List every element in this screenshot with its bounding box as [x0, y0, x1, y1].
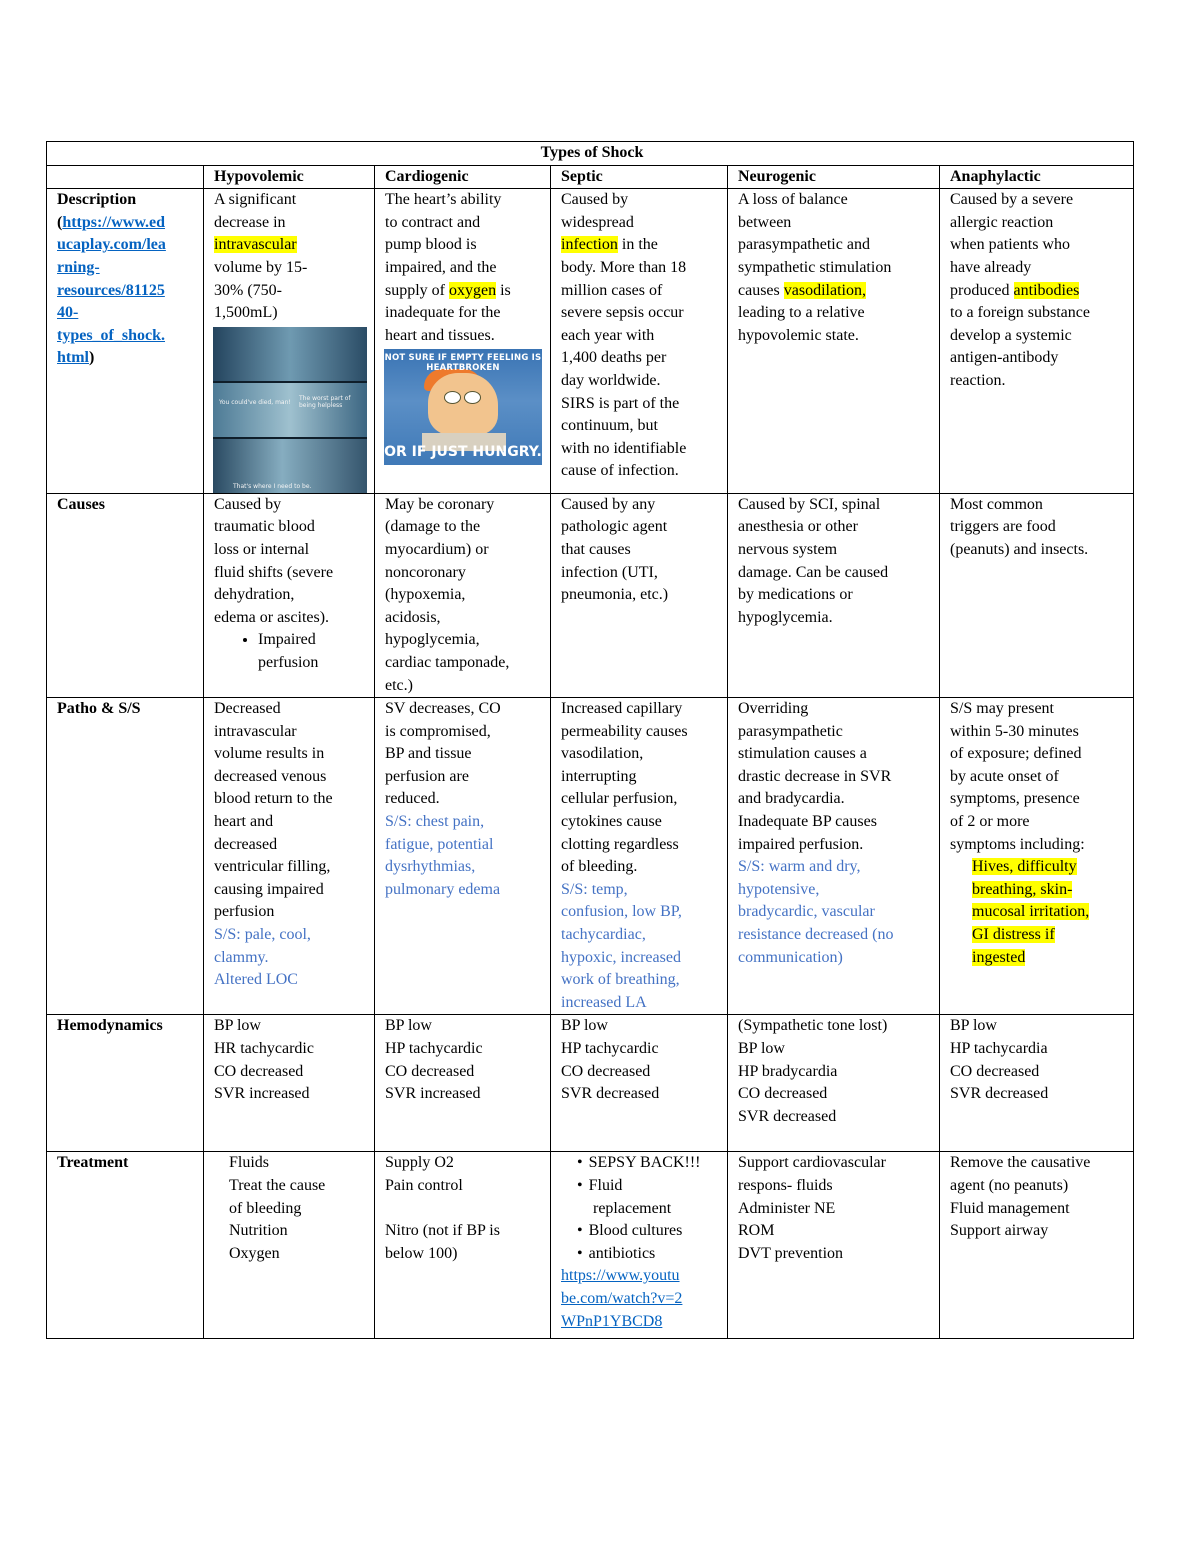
- text-line: symptoms, presence: [950, 790, 1080, 808]
- text-line: Support cardiovascular: [738, 1154, 886, 1172]
- text-line: 30% (750-: [214, 281, 282, 299]
- text-line: agent (no peanuts): [950, 1177, 1069, 1194]
- text-line: of exposure; defined: [950, 745, 1082, 763]
- row-header-patho: Patho & S/S: [47, 698, 204, 1015]
- text-line: HP tachycardic: [561, 1040, 659, 1057]
- symptom-line: hypoxic, increased: [561, 948, 681, 966]
- cell-description-neurogenic: [728, 189, 940, 494]
- text-line: Fluid management: [950, 1199, 1070, 1217]
- text-line: reduced.: [385, 790, 440, 808]
- text-line: antigen-antibody: [950, 349, 1059, 367]
- cell-treatment-cardiogenic: [375, 1152, 551, 1339]
- text-line: to contract and: [385, 213, 481, 231]
- text-line: Nutrition: [229, 1222, 288, 1240]
- text-line: HR tachycardic: [214, 1040, 314, 1057]
- cell-causes-anaphylactic: [940, 493, 1134, 697]
- list-item: • Fluid replacement: [577, 1175, 721, 1220]
- symptom-line: fatigue, potential: [385, 835, 494, 853]
- text-line: DVT prevention: [738, 1244, 844, 1262]
- cell-patho-neurogenic: [728, 698, 940, 1015]
- highlighted-term: intravascular: [214, 236, 297, 254]
- cell-description-septic: [551, 189, 728, 494]
- text-line: inadequate for the: [385, 304, 501, 322]
- text-line: loss or internal: [214, 540, 310, 558]
- cell-hemo-anaphylactic: [940, 1015, 1134, 1152]
- title-row: [47, 142, 1134, 166]
- text-line: 1,500mL): [214, 304, 278, 322]
- highlighted-term: breathing, skin-: [972, 880, 1073, 898]
- text-line: Fluids: [229, 1154, 270, 1172]
- text-line: A significant: [214, 191, 297, 209]
- cell-hemo-hypovolemic: [204, 1015, 375, 1152]
- text-line: of bleeding.: [561, 858, 638, 876]
- text-line: Administer NE: [738, 1199, 836, 1217]
- cell-patho-cardiogenic: [375, 698, 551, 1015]
- text-line: SIRS is part of the: [561, 394, 680, 412]
- text-line: produced antibodies: [950, 281, 1080, 299]
- col-header-hypovolemic: Hypovolemic: [204, 165, 375, 189]
- description-link-line[interactable]: resources/81125: [57, 281, 165, 299]
- text-line: Caused by: [214, 495, 282, 513]
- image-caption: The worst part of being helpless: [299, 394, 351, 409]
- col-header-septic: Septic: [551, 165, 728, 189]
- text-line: Overriding: [738, 700, 809, 718]
- cell-causes-cardiogenic: [375, 493, 551, 697]
- text-line: ROM: [738, 1222, 775, 1240]
- text-line: cause of infection.: [561, 462, 679, 480]
- corner-cell: [47, 165, 204, 189]
- text-line: noncoronary: [385, 563, 466, 581]
- text-line: perfusion: [214, 903, 275, 921]
- highlighted-term: mucosal irritation,: [972, 903, 1090, 921]
- photo-collage-image: [213, 327, 367, 493]
- text-line: stimulation causes a: [738, 745, 867, 763]
- text-line: Inadequate BP causes: [738, 813, 877, 831]
- text-line: of bleeding: [229, 1199, 302, 1217]
- text-line: decreased venous: [214, 767, 327, 785]
- highlighted-term: Hives, difficulty: [972, 858, 1077, 876]
- cell-hemo-septic: [551, 1015, 728, 1152]
- meme-image: [384, 349, 542, 465]
- meme-bottom-text: OR IF JUST HUNGRY.: [384, 444, 542, 461]
- bullet-list: [214, 629, 368, 674]
- text-line: day worldwide.: [561, 371, 661, 389]
- text-line: [214, 234, 368, 257]
- symptom-line: S/S: chest pain,: [385, 813, 485, 831]
- text-line: hypoglycemia,: [385, 631, 480, 649]
- cell-treatment-anaphylactic: [940, 1152, 1134, 1339]
- cell-patho-anaphylactic: [940, 698, 1134, 1015]
- text-line: decrease in: [214, 213, 286, 231]
- text-line: CO decreased: [214, 1062, 304, 1080]
- text-line: (hypoxemia,: [385, 586, 466, 604]
- list-item: • antibiotics: [577, 1243, 721, 1266]
- image-caption: You could've died, man!: [219, 398, 291, 406]
- row-header-hemodynamics: Hemodynamics: [47, 1015, 204, 1152]
- text-line: Remove the causative: [950, 1154, 1091, 1172]
- text-line: impaired perfusion.: [738, 835, 864, 853]
- symptom-line: increased LA: [561, 993, 647, 1011]
- symptom-line: communication): [738, 948, 843, 966]
- cell-causes-neurogenic: [728, 493, 940, 697]
- text-line: parasympathetic and: [738, 236, 870, 254]
- text-line: infection (UTI,: [561, 563, 658, 581]
- youtube-link[interactable]: https://www.youtu: [561, 1267, 680, 1285]
- cell-treatment-neurogenic: [728, 1152, 940, 1339]
- text-line: nervous system: [738, 540, 838, 558]
- text-line: each year with: [561, 326, 655, 344]
- column-header-row: [47, 165, 1134, 189]
- text-line: is compromised,: [385, 722, 491, 740]
- text-line: between: [738, 213, 792, 231]
- meme-top-text: NOT SURE IF EMPTY FEELING IS HEARTBROKEN: [384, 353, 542, 374]
- text-line: SVR increased: [214, 1085, 310, 1103]
- highlighted-term: oxygen: [449, 281, 497, 299]
- col-header-neurogenic: Neurogenic: [728, 165, 940, 189]
- text-line: continuum, but: [561, 417, 658, 435]
- text-line: below 100): [385, 1244, 458, 1262]
- symptom-line: S/S: temp,: [561, 880, 628, 898]
- text-line: cytokines cause: [561, 813, 662, 831]
- text-line: heart and: [214, 813, 274, 831]
- text-line: and bradycardia.: [738, 790, 845, 808]
- table-title: Types of Shock: [47, 142, 1134, 166]
- col-header-anaphylactic: Anaphylactic: [940, 165, 1134, 189]
- text-line: CO decreased: [385, 1062, 475, 1080]
- text-line: damage. Can be caused: [738, 563, 889, 581]
- text-line: triggers are food: [950, 518, 1056, 536]
- description-link[interactable]: (https://www.ed: [57, 213, 166, 231]
- symptom-line: S/S: warm and dry,: [738, 858, 861, 876]
- blank-line: [385, 1198, 544, 1221]
- hemodynamics-row: [47, 1015, 1134, 1152]
- text-line: causes vasodilation,: [738, 281, 866, 299]
- cell-patho-hypovolemic: [204, 698, 375, 1015]
- text-line: perfusion are: [385, 767, 469, 785]
- text-line: respons- fluids: [738, 1177, 833, 1194]
- symptom-line: work of breathing,: [561, 971, 680, 989]
- list-item: • Impaired perfusion: [258, 629, 368, 674]
- text-line: (Sympathetic tone lost): [738, 1017, 888, 1035]
- text-line: allergic reaction: [950, 213, 1054, 231]
- text-line: S/S may present: [950, 700, 1054, 718]
- description-row: [47, 189, 1134, 494]
- highlighted-term: ingested: [972, 948, 1026, 966]
- cell-hemo-neurogenic: [728, 1015, 940, 1152]
- row-header-description: [47, 189, 204, 494]
- symptom-line: pulmonary edema: [385, 880, 501, 898]
- text-line: causing impaired: [214, 880, 324, 898]
- text-line: interrupting: [561, 767, 637, 785]
- text-line: heart and tissues.: [385, 326, 495, 344]
- symptom-line: tachycardiac,: [561, 926, 646, 944]
- cell-treatment-hypovolemic: [204, 1152, 375, 1339]
- description-link-line[interactable]: ucaplay.com/lea: [57, 236, 166, 254]
- text-line: decreased: [214, 835, 278, 853]
- symptom-line: confusion, low BP,: [561, 903, 682, 921]
- text-line: clotting regardless: [561, 835, 679, 853]
- text-line: when patients who: [950, 236, 1070, 254]
- treatment-row: [47, 1152, 1134, 1339]
- highlighted-term: antibodies: [1013, 281, 1080, 299]
- symptom-line: bradycardic, vascular: [738, 903, 875, 921]
- text-line: million cases of: [561, 281, 663, 299]
- text-line: Caused by: [561, 191, 629, 209]
- cell-patho-septic: [551, 698, 728, 1015]
- text-line: symptoms including:: [950, 835, 1085, 853]
- description-label: Description: [57, 191, 137, 209]
- image-caption: That's where I need to be.: [233, 482, 312, 490]
- text-line: widespread: [561, 213, 634, 231]
- text-line: hypovolemic state.: [738, 326, 859, 344]
- text-line: infection in the: [561, 236, 658, 254]
- text-line: HP bradycardia: [738, 1062, 838, 1080]
- text-line: volume results in: [214, 745, 325, 763]
- patho-row: [47, 698, 1134, 1015]
- text-line: BP and tissue: [385, 745, 472, 763]
- text-line: cellular perfusion,: [561, 790, 678, 808]
- cell-hemo-cardiogenic: [375, 1015, 551, 1152]
- text-line: drastic decrease in SVR: [738, 767, 892, 785]
- row-header-causes: Causes: [47, 493, 204, 697]
- text-line: volume by 15-: [214, 258, 308, 276]
- highlighted-term: infection: [561, 236, 618, 254]
- text-line: traumatic blood: [214, 518, 315, 536]
- text-line: HP tachycardic: [385, 1040, 483, 1057]
- text-line: pump blood is: [385, 236, 477, 254]
- text-line: BP low: [214, 1017, 261, 1035]
- description-link-end[interactable]: html): [57, 349, 95, 367]
- text-line: Increased capillary: [561, 700, 683, 718]
- symptom-line: dysrhythmias,: [385, 858, 476, 876]
- highlighted-term: GI distress if: [972, 926, 1055, 944]
- text-line: (peanuts) and insects.: [950, 540, 1089, 558]
- symptom-line: hypotensive,: [738, 880, 820, 898]
- text-line: SVR decreased: [738, 1107, 837, 1125]
- symptom-line: resistance decreased (no: [738, 926, 894, 944]
- text-line: vasodilation,: [561, 745, 644, 763]
- highlighted-symptoms: [950, 856, 1127, 969]
- text-line: develop a systemic: [950, 326, 1072, 344]
- text-line: permeability causes: [561, 722, 688, 740]
- text-line: Pain control: [385, 1177, 463, 1194]
- cell-treatment-septic: [551, 1152, 728, 1339]
- text-line: CO decreased: [561, 1062, 651, 1080]
- text-line: SVR decreased: [950, 1085, 1049, 1103]
- text-line: to a foreign substance: [950, 304, 1090, 322]
- cell-description-hypovolemic: [204, 189, 375, 494]
- col-header-cardiogenic: Cardiogenic: [375, 165, 551, 189]
- cell-causes-hypovolemic: [204, 493, 375, 697]
- text-line: by medications or: [738, 586, 853, 604]
- text-line: ventricular filling,: [214, 858, 331, 876]
- text-line: supply of oxygen is: [385, 281, 511, 299]
- text-line: May be coronary: [385, 495, 495, 513]
- text-line: parasympathetic: [738, 722, 843, 740]
- text-line: Most common: [950, 495, 1043, 513]
- list-item: • Blood cultures: [577, 1220, 721, 1243]
- text-line: etc.): [385, 676, 413, 694]
- text-line: impaired, and the: [385, 258, 497, 276]
- text-line: dehydration,: [214, 586, 295, 604]
- text-line: Supply O2: [385, 1154, 454, 1172]
- description-link-line[interactable]: 40-: [57, 304, 79, 322]
- cell-description-cardiogenic: [375, 189, 551, 494]
- text-line: of 2 or more: [950, 813, 1030, 831]
- text-line: The heart’s ability: [385, 191, 502, 209]
- text-line: myocardium) or: [385, 540, 489, 558]
- text-line: intravascular: [214, 722, 297, 740]
- causes-row: [47, 493, 1134, 697]
- text-line: Support airway: [950, 1222, 1049, 1240]
- text-line: fluid shifts (severe: [214, 563, 334, 581]
- cell-description-anaphylactic: [940, 189, 1134, 494]
- symptom-line: S/S: pale, cool,: [214, 926, 311, 944]
- text-line: Treat the cause: [229, 1177, 326, 1194]
- text-line: (damage to the: [385, 518, 481, 536]
- text-line: SVR increased: [385, 1085, 481, 1103]
- text-line: BP low: [738, 1040, 785, 1057]
- types-of-shock-table: [46, 141, 1134, 1339]
- text-line: edema or ascites).: [214, 608, 330, 626]
- text-line: Caused by any: [561, 495, 656, 513]
- symptom-line: clammy.: [214, 948, 269, 966]
- text-line: have already: [950, 258, 1032, 276]
- text-line: leading to a relative: [738, 304, 865, 322]
- text-line: acidosis,: [385, 608, 441, 626]
- youtube-link[interactable]: be.com/watch?v=2: [561, 1289, 683, 1307]
- text-line: with no identifiable: [561, 439, 687, 457]
- text-line: SVR decreased: [561, 1085, 660, 1103]
- text-line: anesthesia or other: [738, 518, 858, 536]
- text-line: body. More than 18: [561, 258, 687, 276]
- text-line: Decreased: [214, 700, 281, 718]
- text-line: severe sepsis occur: [561, 304, 684, 322]
- text-line: BP low: [950, 1017, 997, 1035]
- text-line: HP tachycardia: [950, 1040, 1048, 1057]
- text-line: within 5-30 minutes: [950, 722, 1079, 740]
- text-line: reaction.: [950, 371, 1006, 389]
- row-header-treatment: Treatment: [47, 1152, 204, 1339]
- text-line: CO decreased: [950, 1062, 1040, 1080]
- text-line: pathologic agent: [561, 518, 668, 536]
- text-line: by acute onset of: [950, 767, 1059, 785]
- text-line: Caused by SCI, spinal: [738, 495, 881, 513]
- highlighted-term: vasodilation,: [783, 281, 866, 299]
- text-line: BP low: [385, 1017, 432, 1035]
- text-line: Caused by a severe: [950, 191, 1074, 209]
- text-line: A loss of balance: [738, 191, 848, 209]
- text-line: pneumonia, etc.): [561, 586, 669, 604]
- text-line: Oxygen: [229, 1244, 280, 1262]
- text-line: sympathetic stimulation: [738, 258, 892, 276]
- youtube-link[interactable]: WPnP1YBCD8: [561, 1312, 663, 1330]
- text-line: hypoglycemia.: [738, 608, 833, 626]
- text-line: BP low: [561, 1017, 608, 1035]
- cell-causes-septic: [551, 493, 728, 697]
- text-line: that causes: [561, 540, 631, 558]
- text-line: SV decreases, CO: [385, 700, 501, 718]
- text-line: 1,400 deaths per: [561, 349, 667, 367]
- text-line: CO decreased: [738, 1085, 828, 1103]
- bullet-list: [561, 1152, 721, 1265]
- text-line: cardiac tamponade,: [385, 653, 510, 671]
- description-link-line[interactable]: types_of_shock.: [57, 326, 166, 344]
- description-link-line[interactable]: rning-: [57, 258, 100, 276]
- symptom-line: Altered LOC: [214, 971, 298, 989]
- text-line: blood return to the: [214, 790, 333, 808]
- list-item: • SEPSY BACK!!!: [577, 1152, 721, 1175]
- text-line: Nitro (not if BP is: [385, 1222, 500, 1240]
